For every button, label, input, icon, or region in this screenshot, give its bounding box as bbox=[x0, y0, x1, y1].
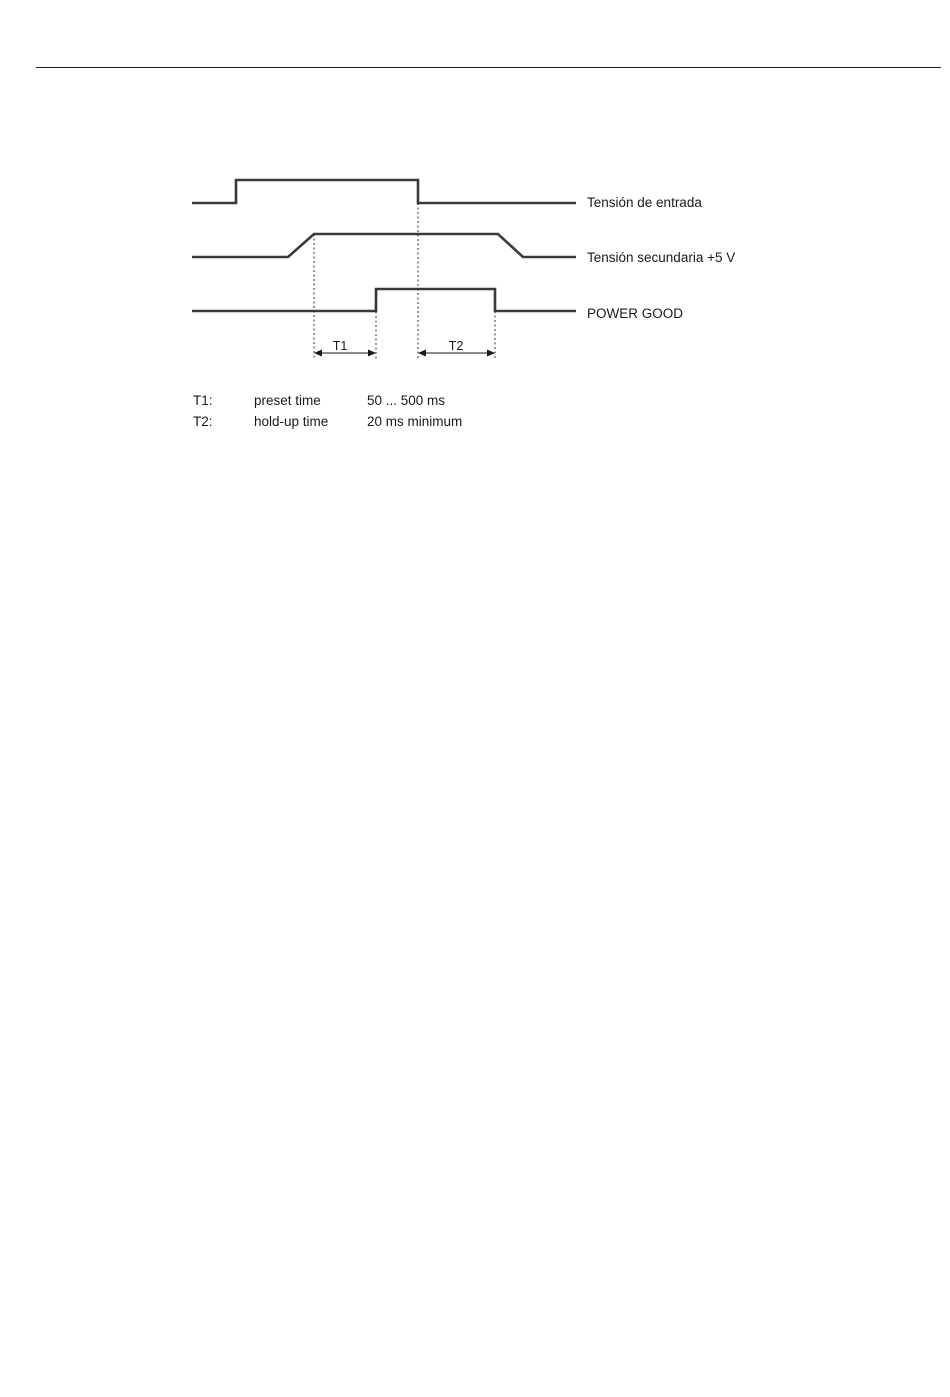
legend-value: 20 ms minimum bbox=[367, 414, 463, 429]
input-voltage-trace bbox=[192, 180, 576, 203]
legend-code: T2: bbox=[193, 414, 213, 429]
timing-diagram bbox=[0, 0, 950, 460]
legend-code: T1: bbox=[193, 393, 213, 408]
legend-description: preset time bbox=[254, 393, 321, 408]
t2-label: T2 bbox=[448, 339, 464, 353]
legend-description: hold-up time bbox=[254, 414, 329, 429]
power-good-label: POWER GOOD bbox=[587, 306, 684, 321]
secondary-voltage-label: Tensión secundaria +5 V bbox=[587, 250, 736, 265]
t1-label: T1 bbox=[332, 339, 348, 353]
input-voltage-label: Tensión de entrada bbox=[587, 195, 702, 210]
secondary-voltage-trace bbox=[192, 234, 576, 257]
legend-value: 50 ... 500 ms bbox=[367, 393, 446, 408]
power-good-trace bbox=[192, 289, 576, 311]
